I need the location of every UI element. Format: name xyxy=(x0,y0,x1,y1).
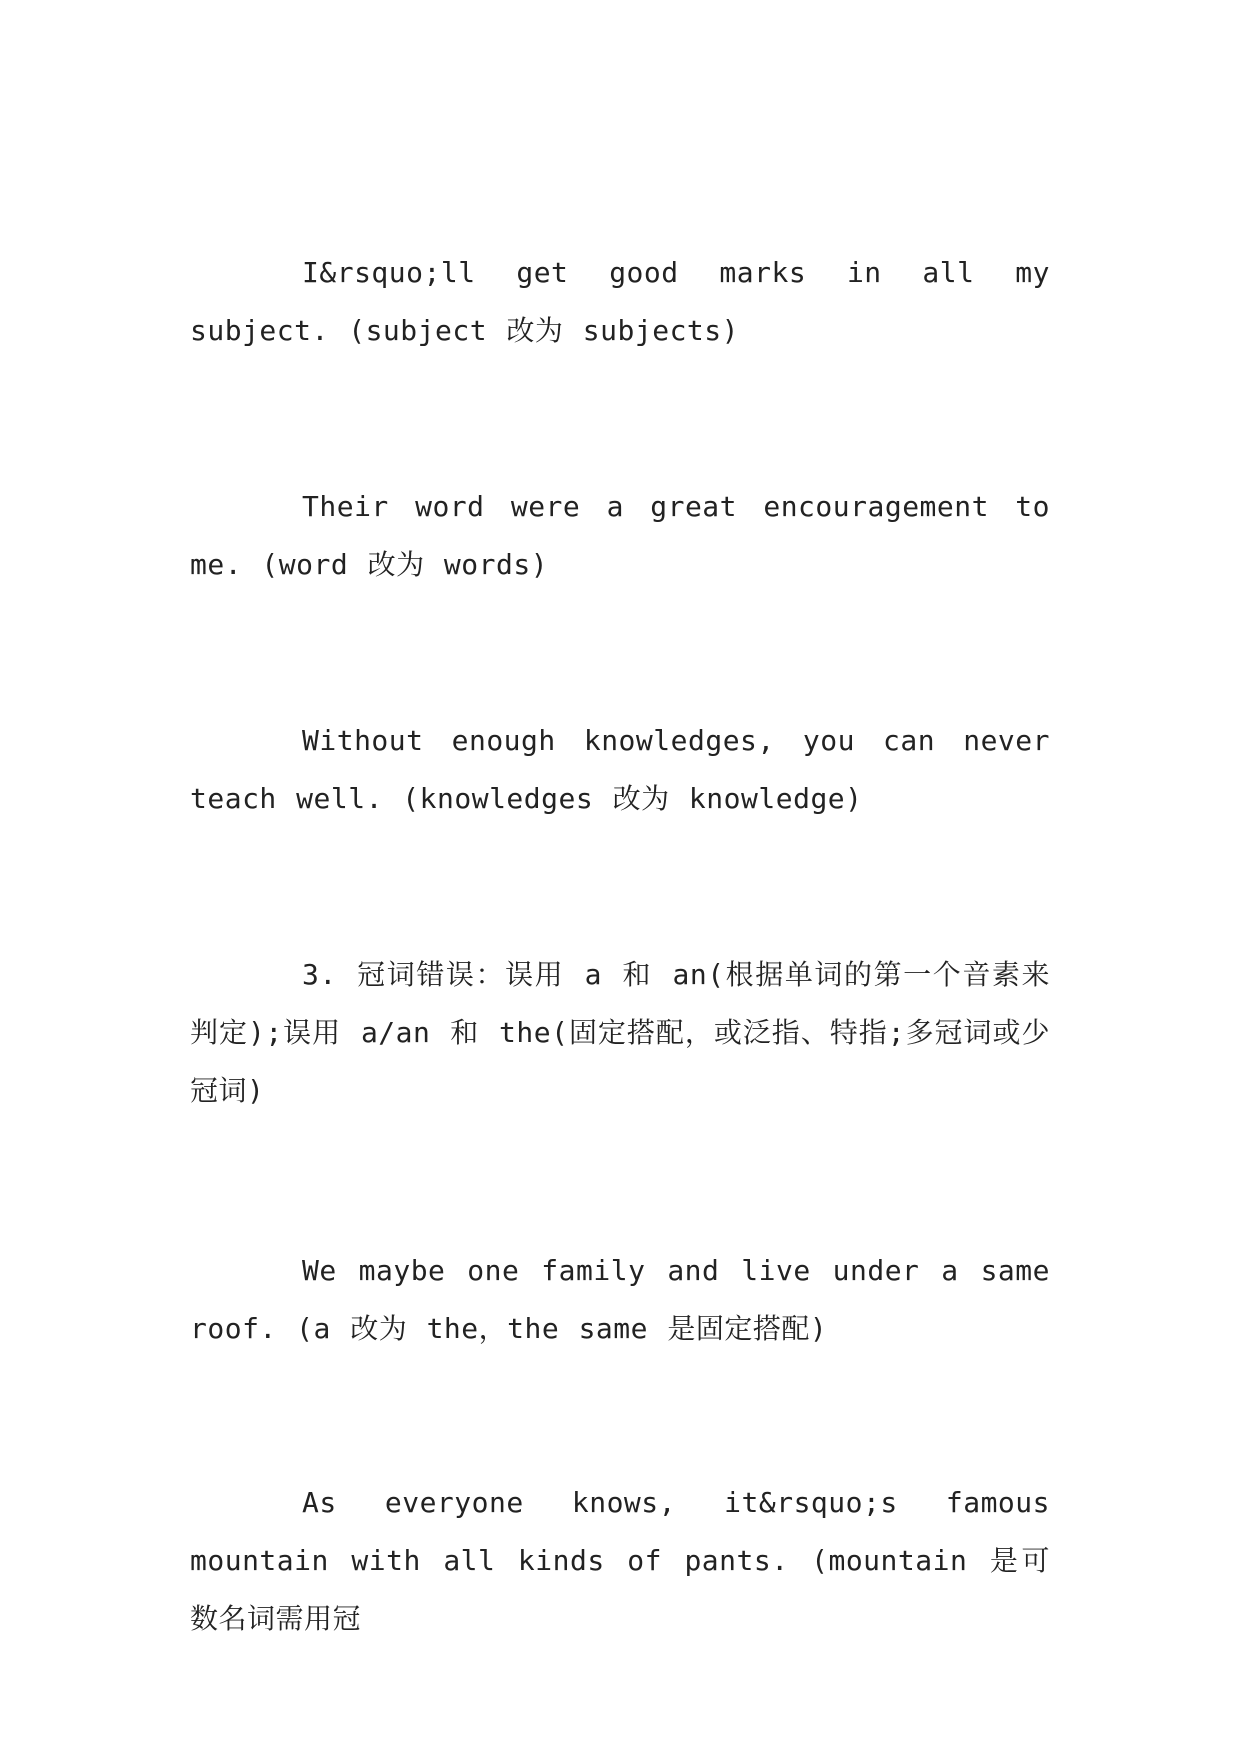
paragraph-article-errors-heading: 3. 冠词错误：误用 a 和 an(根据单词的第一个音素来判定);误用 a/an 和 the(固定搭配，或泛指、特指;多冠词或少冠词) xyxy=(190,958,1050,1107)
paragraph-mountain-article-example: As everyone knows, it&rsquo;s famous mountain with all kinds of pants. (mountain 是可数名词需用冠 xyxy=(190,1486,1050,1635)
paragraph-plural-subjects-example: I&rsquo;ll get good marks in all my subject. (subject 改为 subjects) xyxy=(190,256,1050,347)
paragraph-the-same-example: We maybe one family and live under a same roof. (a 改为 the，the same 是固定搭配) xyxy=(190,1254,1050,1345)
paragraph-uncountable-knowledge-example: Without enough knowledges, you can never teach well. (knowledges 改为 knowledge) xyxy=(190,724,1050,815)
paragraph-plural-words-example: Their word were a great encouragement to me. (word 改为 words) xyxy=(190,490,1050,581)
